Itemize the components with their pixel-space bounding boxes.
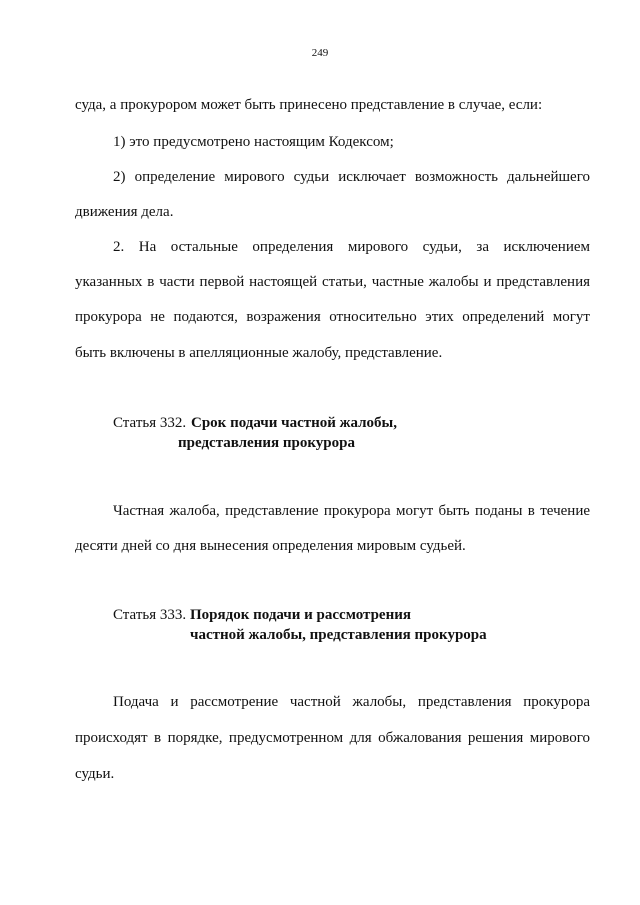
list-item-2-line-2: движения дела. [75,204,174,220]
article-333-body-line-3: судьи. [75,766,115,782]
point-2-line-4: быть включены в апелляционные жалобу, представление. [75,345,443,361]
intro-line: суда, а прокурором может быть принесено представление в случае, если: [75,97,543,113]
article-333-label: Статья 333. [113,607,187,623]
article-333-body-line-2: происходят в порядке, предусмотренном для обжалования решения мирового [75,730,590,746]
page-number: 249 [311,47,329,59]
article-332-body-line-1: Частная жалоба, представление прокурора могут быть поданы в течение [113,503,590,519]
point-2-line-3: прокурора не подаются, возражения относительно этих определений могут [75,309,590,325]
article-332-title-line-2: представления прокурора [178,435,355,451]
point-2-line-1: 2. На остальные определения мирового судьи, за исключением [113,239,590,255]
article-333-title-line-2: частной жалобы, представления прокурора [190,627,487,643]
article-332-title-line-1: Срок подачи частной жалобы, [191,415,398,431]
article-332-label: Статья 332. [113,415,187,431]
point-2-line-2: указанных в части первой настоящей статьи, частные жалобы и представления [75,274,590,290]
article-333-body-line-1: Подача и рассмотрение частной жалобы, представления прокурора [113,694,590,710]
list-item-1: 1) это предусмотрено настоящим Кодексом; [113,134,394,150]
article-332-body-line-2: десяти дней со дня вынесения определения мировым судьей. [75,538,466,554]
article-333-title-line-1: Порядок подачи и рассмотрения [190,607,411,623]
list-item-2-line-1: 2) определение мирового судьи исключает возможность дальнейшего [113,169,590,185]
